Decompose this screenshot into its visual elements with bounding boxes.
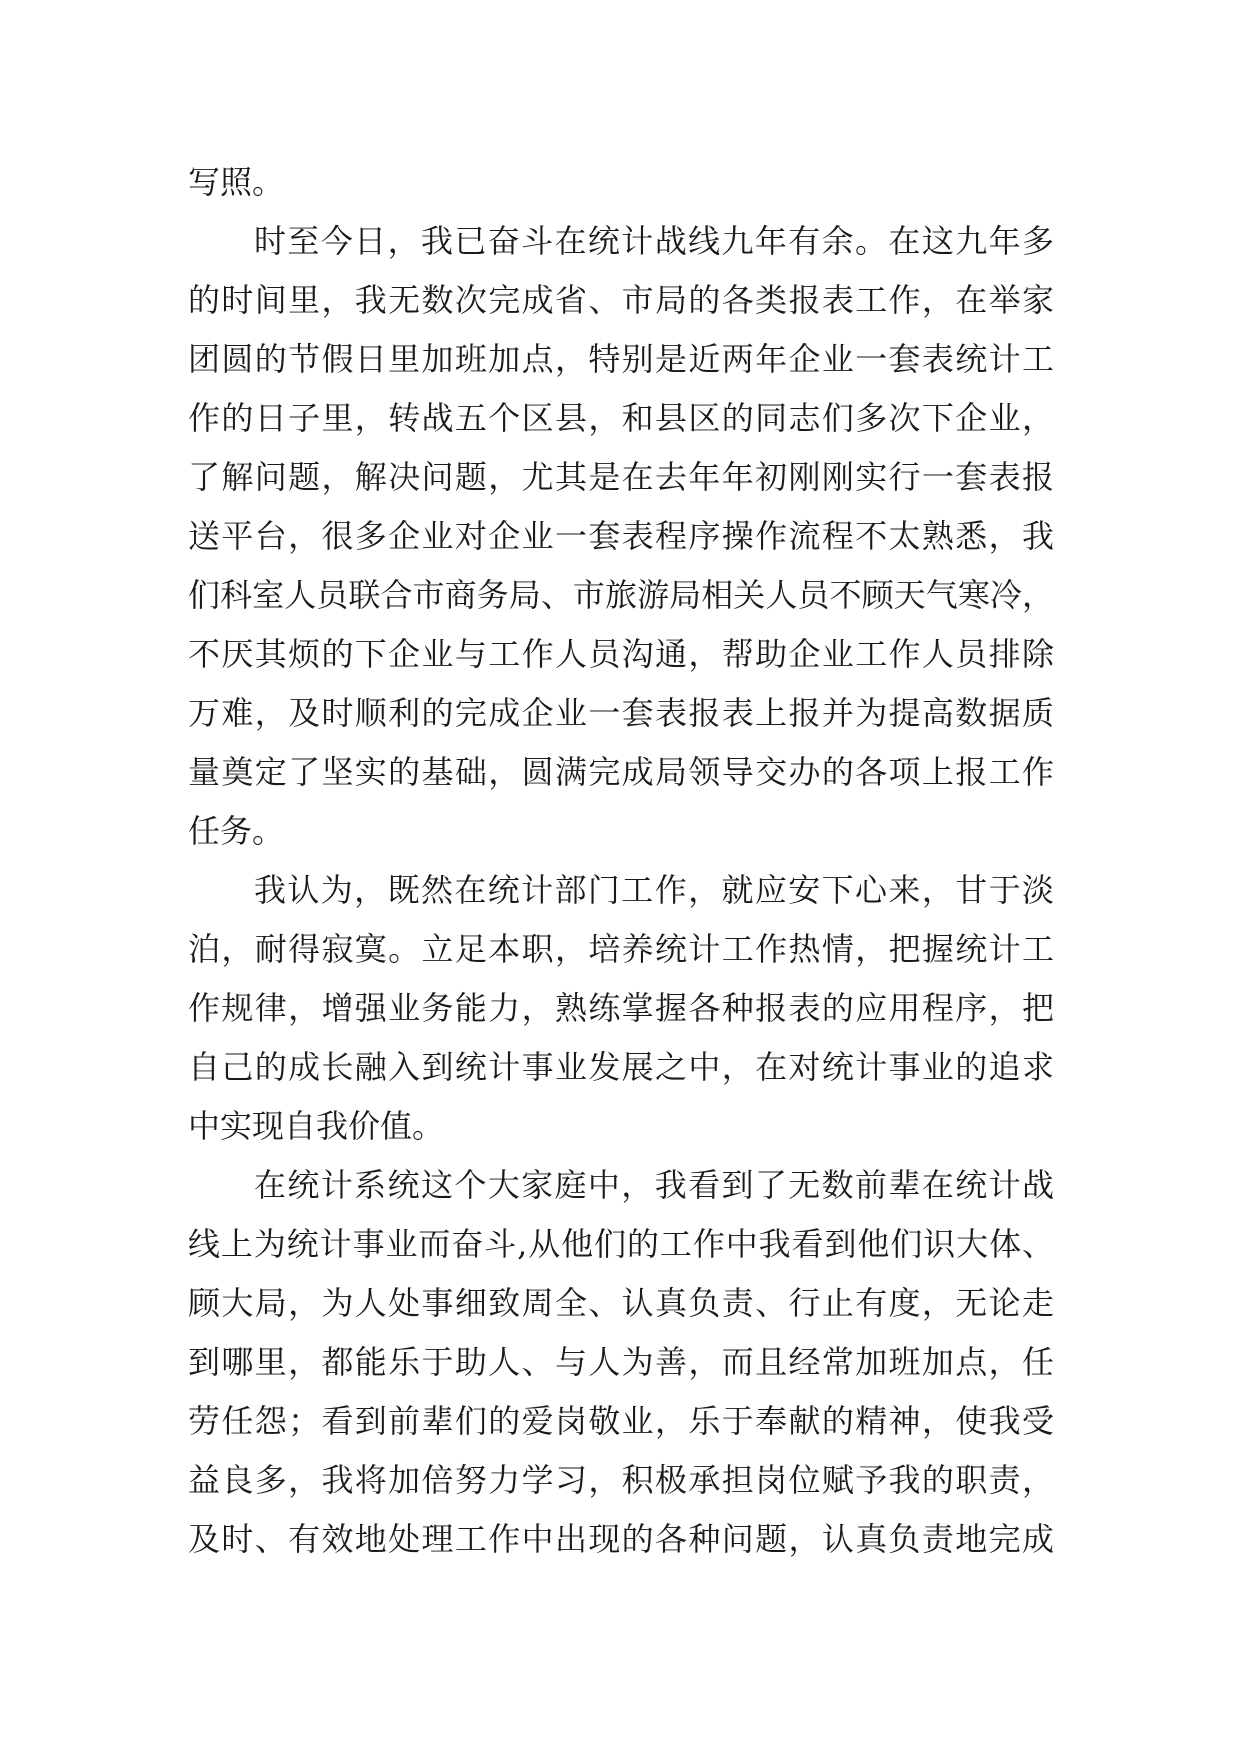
text-line: 到哪里，都能乐于助人、与人为善，而且经常加班加点，任 xyxy=(188,1343,1054,1381)
text-line: 万难，及时顺利的完成企业一套表报表上报并为提高数据质 xyxy=(188,694,1054,732)
paragraph xyxy=(188,153,1054,212)
text-line: 不厌其烦的下企业与工作人员沟通，帮助企业工作人员排除 xyxy=(188,635,1054,673)
text-line: 写照。 xyxy=(188,163,285,201)
text-line: 及时、有效地处理工作中出现的各种问题，认真负责地完成 xyxy=(188,1520,1054,1558)
text-line: 泊，耐得寂寞。立足本职，培养统计工作热情，把握统计工 xyxy=(188,930,1054,968)
text-line: 们科室人员联合市商务局、市旅游局相关人员不顾天气寒冷， xyxy=(188,576,1054,614)
text-line: 任务。 xyxy=(188,812,285,850)
text-line: 线上为统计事业而奋斗,从他们的工作中我看到他们识大体、 xyxy=(188,1225,1054,1263)
text-line: 量奠定了坚实的基础，圆满完成局领导交办的各项上报工作 xyxy=(188,753,1054,791)
text-line: 中实现自我价值。 xyxy=(188,1107,445,1145)
text-line: 我认为，既然在统计部门工作，就应安下心来，甘于淡 xyxy=(254,871,1054,909)
text-line: 团圆的节假日里加班加点，特别是近两年企业一套表统计工 xyxy=(188,340,1054,378)
text-line: 作的日子里，转战五个区县，和县区的同志们多次下企业， xyxy=(188,399,1054,437)
text-line: 送平台，很多企业对企业一套表程序操作流程不太熟悉，我 xyxy=(188,517,1054,555)
text-line: 作规律，增强业务能力，熟练掌握各种报表的应用程序，把 xyxy=(188,989,1054,1027)
text-line: 顾大局，为人处事细致周全、认真负责、行止有度，无论走 xyxy=(188,1284,1054,1322)
text-line: 在统计系统这个大家庭中，我看到了无数前辈在统计战 xyxy=(254,1166,1054,1204)
text-line: 了解问题，解决问题，尤其是在去年年初刚刚实行一套表报 xyxy=(188,458,1054,496)
document-body xyxy=(188,153,1054,1569)
text-line: 劳任怨；看到前辈们的爱岗敬业，乐于奉献的精神，使我受 xyxy=(188,1402,1054,1440)
text-line: 的时间里，我无数次完成省、市局的各类报表工作，在举家 xyxy=(188,281,1054,319)
paragraph xyxy=(188,861,1054,1156)
paragraph xyxy=(188,212,1054,861)
text-line: 自己的成长融入到统计事业发展之中，在对统计事业的追求 xyxy=(188,1048,1054,1086)
text-line: 益良多，我将加倍努力学习，积极承担岗位赋予我的职责， xyxy=(188,1461,1054,1499)
paragraph xyxy=(188,1156,1054,1569)
text-line: 时至今日，我已奋斗在统计战线九年有余。在这九年多 xyxy=(254,222,1054,260)
